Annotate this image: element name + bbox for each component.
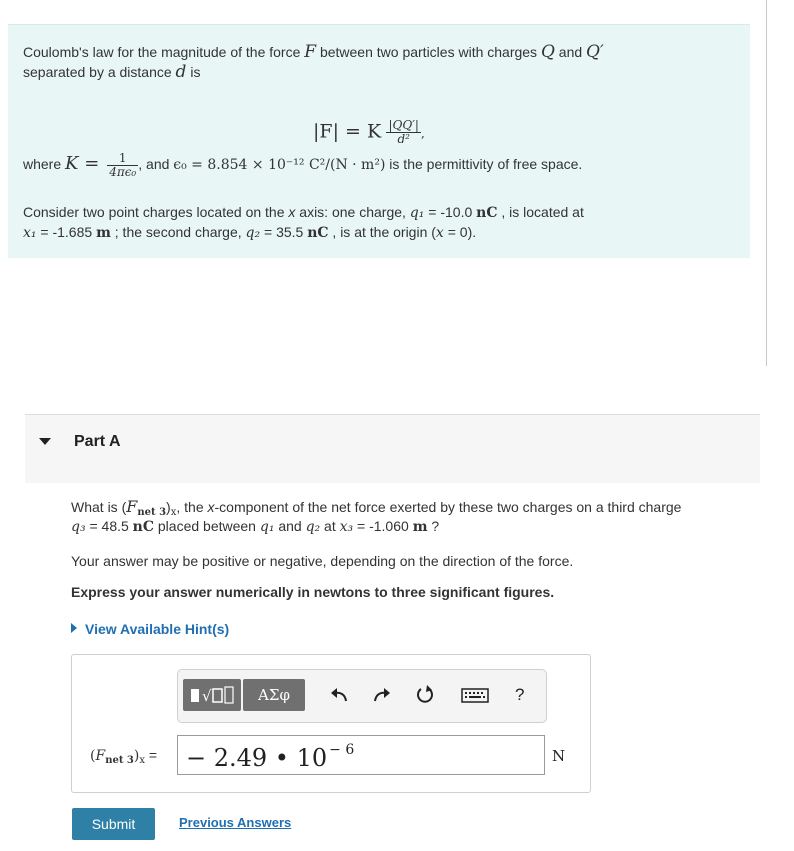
- intro-text: Coulomb's law for the magnitude of the force: [23, 44, 305, 60]
- intro-consider-line-1: [23, 204, 584, 221]
- help-icon[interactable]: ?: [515, 685, 525, 704]
- view-hints-link[interactable]: [71, 621, 229, 637]
- question-text: ?: [427, 518, 440, 534]
- k-fraction: [107, 152, 138, 179]
- question-text: and: [274, 518, 306, 534]
- symbol-q2: q₂: [305, 519, 321, 535]
- answer-input[interactable]: [177, 735, 545, 775]
- axis-x: x: [207, 499, 215, 515]
- question-text: placed between: [154, 518, 260, 534]
- intro-consider-line-2: [23, 224, 476, 241]
- intro-where-line: [23, 152, 582, 179]
- answer-label: [90, 747, 157, 766]
- symbol-K: K =: [65, 153, 100, 175]
- svg-text:√: √: [202, 687, 212, 705]
- question-text: , the: [176, 499, 208, 515]
- templates-icon: [189, 684, 235, 706]
- formula-fraction: [386, 119, 421, 146]
- subscript-net3: net 3: [105, 755, 134, 766]
- templates-button[interactable]: [183, 679, 241, 711]
- coulomb-formula: [313, 119, 425, 146]
- formula-denominator: d²: [397, 132, 410, 146]
- symbols-button[interactable]: ΑΣφ: [243, 679, 305, 711]
- intro-text: ; the second charge,: [110, 224, 246, 240]
- epsilon-value: ϵ₀ = 8.854 × 10⁻¹² C²/(N · m²): [173, 157, 386, 174]
- intro-line-1: [23, 42, 604, 62]
- part-a-header[interactable]: [25, 414, 760, 483]
- question-line-1: [71, 497, 681, 518]
- unit-m: m: [412, 519, 428, 535]
- subscript-x: x: [170, 507, 177, 518]
- answer-instruction: Express your answer numerically in newtons to three significant figures.: [71, 584, 555, 600]
- collapse-caret-icon[interactable]: [39, 438, 51, 445]
- intro-text: where: [23, 156, 66, 173]
- k-numerator: 1: [107, 152, 138, 166]
- intro-text: , and: [138, 156, 174, 173]
- formula-numerator: |QQ′|: [388, 118, 419, 132]
- answer-exponent: − 6: [329, 742, 355, 758]
- intro-text: Consider two point charges located on the: [23, 204, 289, 220]
- reset-icon[interactable]: [414, 684, 436, 706]
- k-denominator: 4πϵ₀: [109, 165, 137, 179]
- question-line-2: [71, 518, 439, 535]
- intro-text: = 35.5: [260, 224, 308, 240]
- symbol-x1: x₁: [23, 225, 37, 241]
- question-text: = 48.5: [85, 518, 133, 534]
- math-toolbar: [177, 669, 547, 723]
- intro-text: = -10.0: [424, 204, 477, 220]
- answer-mantissa: − 2.49 • 10: [186, 744, 328, 772]
- hint-link-label: View Available Hint(s): [85, 621, 230, 637]
- unit-nC: nC: [476, 205, 498, 221]
- symbol-q1: q₁: [409, 205, 425, 221]
- previous-answers-link[interactable]: Previous Answers: [179, 815, 292, 830]
- answer-label-text: =: [145, 747, 158, 763]
- symbol-Q-prime: Q′: [586, 42, 604, 62]
- intro-text: and: [554, 44, 587, 60]
- intro-text: , is located at: [497, 204, 584, 220]
- intro-text: axis: one charge,: [295, 204, 410, 220]
- subscript-x: x: [139, 755, 145, 766]
- intro-text: separated by a distance: [23, 64, 176, 80]
- intro-text: = -1.685: [36, 224, 97, 240]
- question-text: = -1.060: [353, 518, 413, 534]
- question-text: What is (: [71, 499, 127, 515]
- intro-text: is: [186, 64, 201, 80]
- symbol-F: F: [304, 42, 317, 62]
- symbol-q3: q₃: [71, 519, 86, 535]
- keyboard-icon[interactable]: [460, 684, 490, 706]
- intro-text: between two particles with charges: [316, 44, 541, 60]
- formula-comma: ,: [420, 126, 425, 141]
- symbol-d: d: [175, 62, 187, 82]
- question-text: ): [166, 499, 171, 515]
- part-title: Part A: [74, 433, 121, 450]
- question-text: at: [320, 518, 340, 534]
- expand-caret-icon: [71, 623, 77, 633]
- answer-value: [186, 742, 354, 772]
- intro-text: is the permittivity of free space.: [385, 156, 583, 173]
- question-text: -component of the net force exerted by these two charges on a third charge: [214, 499, 682, 515]
- symbol-F: F: [126, 497, 138, 516]
- intro-text: = 0).: [443, 224, 477, 240]
- answer-box: [71, 654, 591, 793]
- symbol-x3: x₃: [339, 519, 354, 535]
- answer-label-text: (: [90, 748, 96, 764]
- axis-x: x: [288, 204, 296, 220]
- symbol-Q: Q: [540, 42, 555, 62]
- symbol-x: x: [435, 225, 444, 241]
- intro-text: , is at the origin (: [328, 224, 436, 240]
- symbol-q1: q₁: [259, 519, 275, 535]
- unit-m: m: [96, 225, 111, 241]
- submit-button[interactable]: Submit: [72, 808, 155, 840]
- symbol-q2: q₂: [245, 225, 261, 241]
- page-divider: [766, 0, 767, 366]
- unit-nC: nC: [132, 519, 154, 535]
- symbol-F: F: [95, 748, 106, 764]
- question-note: Your answer may be positive or negative, depending on the direction of the force.: [71, 553, 574, 569]
- undo-icon[interactable]: [328, 684, 350, 706]
- formula-lhs: |F| = K: [313, 120, 382, 143]
- intro-line-2: [23, 62, 200, 82]
- problem-intro-panel: [8, 24, 750, 258]
- subscript-net3: net 3: [137, 507, 167, 518]
- answer-label-text: ): [133, 748, 140, 764]
- redo-icon[interactable]: [371, 684, 393, 706]
- answer-unit: N: [552, 747, 566, 765]
- unit-nC: nC: [307, 225, 329, 241]
